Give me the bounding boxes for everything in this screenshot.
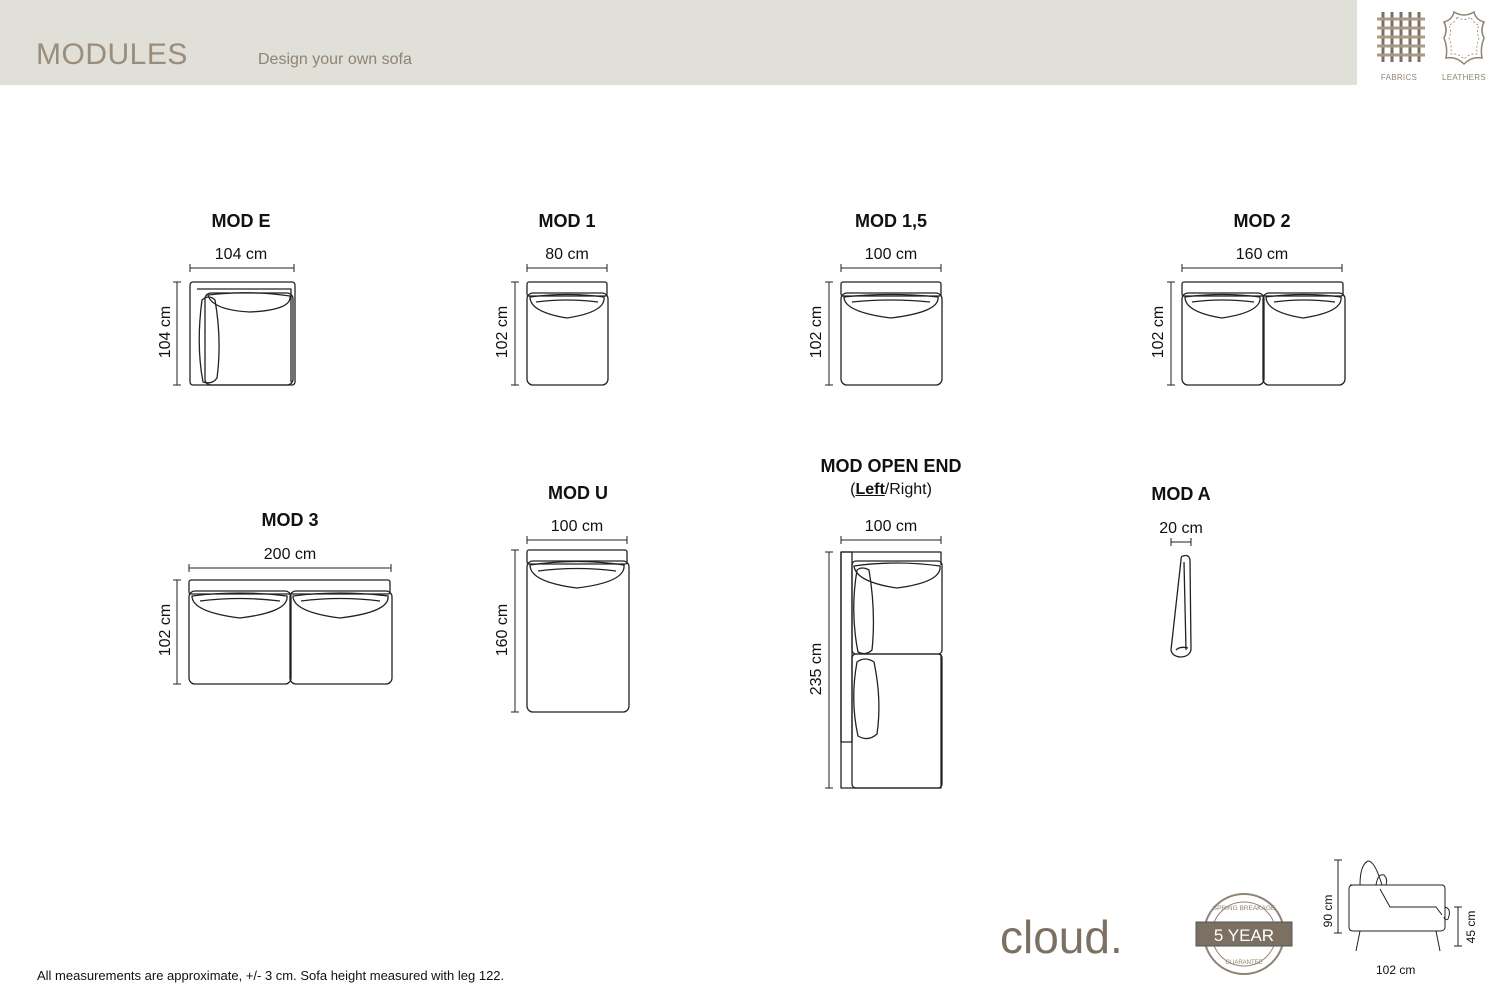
depth-label-mod-3: 102 cm xyxy=(157,603,174,657)
width-label-mod-open-end: 100 cm xyxy=(864,518,918,535)
variant-open-paren: ( xyxy=(850,481,856,498)
mod-a-drawing xyxy=(1171,556,1191,658)
depth-label-mod-2: 102 cm xyxy=(1150,305,1167,359)
badge-bottom-text: GUARANTEE xyxy=(1225,960,1263,966)
module-title-mod-1-5: MOD 1,5 xyxy=(854,211,928,231)
width-label-mod-a: 20 cm xyxy=(1159,520,1203,537)
side-seat-height-label: 45 cm xyxy=(1464,910,1478,944)
mod-open-end-drawing xyxy=(841,552,942,788)
module-title-mod-1: MOD 1 xyxy=(538,211,596,231)
variant-right[interactable]: /Right) xyxy=(884,481,932,498)
side-view xyxy=(1318,855,1478,977)
variant-left[interactable]: Left xyxy=(855,481,885,498)
module-title-mod-open-end: MOD OPEN END xyxy=(820,456,962,476)
side-view-drawing xyxy=(1318,855,1468,955)
depth-label-mod-1: 102 cm xyxy=(494,305,511,359)
width-label-mod-1: 80 cm xyxy=(545,246,589,263)
mod-1-drawing xyxy=(527,282,608,385)
side-depth-label: 102 cm xyxy=(1376,963,1416,977)
page-subtitle: Design your own sofa xyxy=(258,51,412,68)
module-title-mod-a: MOD A xyxy=(1151,484,1211,504)
depth-label-mod-open-end: 235 cm xyxy=(808,642,825,696)
width-label-mod-3: 200 cm xyxy=(263,546,317,563)
module-title-mod-3: MOD 3 xyxy=(261,510,319,530)
depth-label-mod-e: 104 cm xyxy=(157,305,174,359)
mod-u-drawing xyxy=(527,550,629,712)
dimension-lines xyxy=(173,264,1342,788)
side-height-label: 90 cm xyxy=(1321,894,1335,928)
depth-label-mod-1-5: 102 cm xyxy=(808,305,825,359)
mod-2-drawing xyxy=(1182,282,1345,385)
page-title: MODULES xyxy=(36,38,188,71)
measurement-disclaimer: All measurements are approximate, +/- 3 cm. Sofa height measured with leg 122. xyxy=(37,968,505,983)
leathers-label: LEATHERS xyxy=(1441,73,1487,82)
logo-text: cloud. xyxy=(1000,911,1123,961)
mod-1-5-drawing xyxy=(841,282,942,385)
width-label-mod-1-5: 100 cm xyxy=(864,246,918,263)
mod-e-drawing xyxy=(190,282,295,385)
module-title-mod-2: MOD 2 xyxy=(1233,211,1291,231)
fabrics-label: FABRICS xyxy=(1380,73,1418,82)
guarantee-badge xyxy=(1194,892,1294,981)
badge-top-text: SPRING BREAKAGE xyxy=(1212,905,1276,912)
width-label-mod-e: 104 cm xyxy=(214,246,268,263)
cloud-logo xyxy=(1000,905,1170,966)
module-title-mod-e: MOD E xyxy=(211,211,271,231)
depth-label-mod-u: 160 cm xyxy=(494,603,511,657)
width-label-mod-u: 100 cm xyxy=(550,518,604,535)
width-label-mod-2: 160 cm xyxy=(1235,246,1289,263)
badge-main-text: 5 YEAR xyxy=(1213,926,1275,945)
mod-3-drawing xyxy=(189,580,392,684)
module-title-mod-u: MOD U xyxy=(548,483,608,503)
